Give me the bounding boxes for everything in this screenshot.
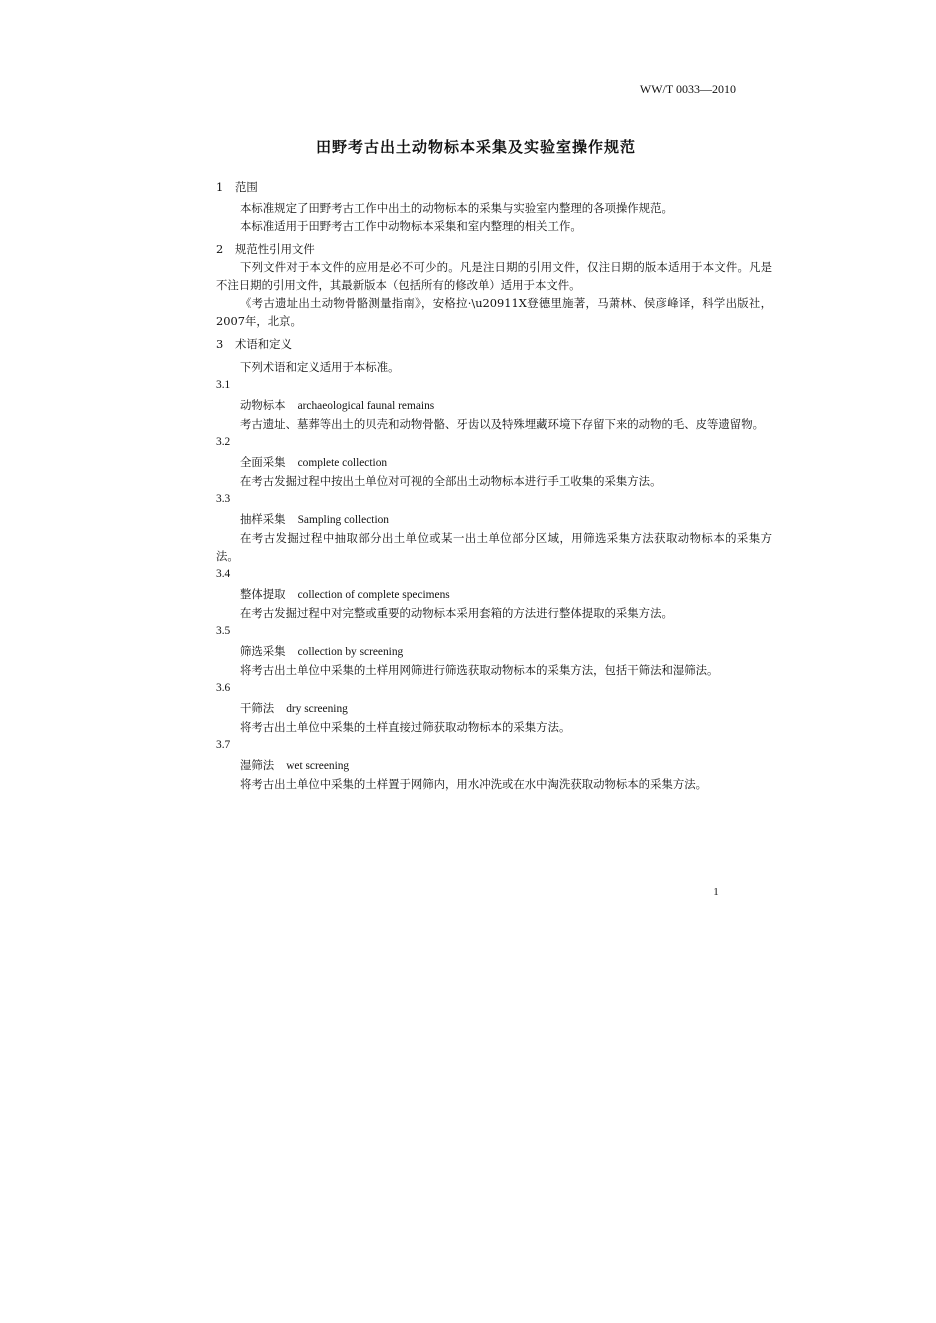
- term-zh: 抽样采集: [240, 512, 286, 526]
- term-heading: [216, 585, 772, 604]
- paragraph: 本标准规定了田野考古工作中出土的动物标本的采集与实验室内整理的各项操作规范。: [240, 201, 673, 215]
- term-heading: [216, 453, 772, 472]
- term-zh: 干筛法: [240, 701, 275, 715]
- term-definition: 将考古出土单位中采集的土样置于网筛内，用水冲洗或在水中淘洗获取动物标本的采集方法。: [240, 777, 708, 791]
- section-3-heading: [216, 335, 772, 353]
- term-en: collection by screening: [297, 646, 404, 658]
- section-title: 范围: [235, 180, 258, 194]
- section-number: 2: [216, 242, 224, 256]
- section-1-heading: [216, 178, 772, 196]
- section-title: 术语和定义: [235, 337, 292, 351]
- term-en: collection of complete specimens: [297, 589, 450, 601]
- term-zh: 筛选采集: [240, 644, 286, 658]
- term-number: 3.2: [216, 436, 231, 448]
- section-2-heading: [216, 240, 772, 258]
- term-number: 3.5: [216, 625, 231, 637]
- term-heading: [216, 756, 772, 775]
- paragraph: 下列术语和定义适用于本标准。: [240, 360, 400, 374]
- term-en: archaeological faunal remains: [297, 400, 435, 412]
- term-zh: 整体提取: [240, 587, 286, 601]
- standard-code: WW/T 0033—2010: [639, 82, 736, 96]
- term-number: 3.4: [216, 568, 231, 580]
- term-zh: 动物标本: [240, 398, 286, 412]
- term-definition: 考古遗址、墓葬等出土的贝壳和动物骨骼、牙齿以及特殊埋藏环境下存留下来的动物的毛、皮等遗留物。: [240, 417, 764, 431]
- term-definition: 在考古发掘过程中对完整或重要的动物标本采用套箱的方法进行整体提取的采集方法。: [240, 606, 673, 620]
- section-title: 规范性引用文件: [235, 242, 315, 256]
- term-zh: 全面采集: [240, 455, 286, 469]
- section-number: 3: [216, 337, 224, 351]
- term-heading: [216, 396, 772, 415]
- term-number: 3.6: [216, 682, 231, 694]
- page-number: 1: [713, 886, 719, 898]
- term-number: 3.7: [216, 739, 231, 751]
- term-definition: 在考古发掘过程中按出土单位对可视的全部出土动物标本进行手工收集的采集方法。: [240, 474, 662, 488]
- term-heading: [216, 699, 772, 718]
- term-en: complete collection: [297, 457, 388, 469]
- paragraph: 本标准适用于田野考古工作中动物标本采集和室内整理的相关工作。: [240, 219, 582, 233]
- term-en: dry screening: [286, 703, 348, 715]
- term-number: 3.3: [216, 493, 231, 505]
- section-number: 1: [216, 180, 224, 194]
- reference-citation: 《考古遗址出土动物骨骼测量指南》，安格拉·\u20911X登德里施著，马萧林、侯彦峰译，科学出版社，2007年，北京。: [216, 296, 772, 328]
- paragraph: 下列文件对于本文件的应用是必不可少的。凡是注日期的引用文件，仅注日期的版本适用于本文件。凡是不注日期的引用文件，其最新版本（包括所有的修改单）适用于本文件。: [216, 260, 772, 292]
- document-title: 田野考古出土动物标本采集及实验室操作规范: [315, 138, 636, 156]
- term-heading: [216, 510, 772, 529]
- term-definition: 将考古出土单位中采集的土样用网筛进行筛选获取动物标本的采集方法，包括干筛法和湿筛法。: [240, 663, 719, 677]
- term-number: 3.1: [216, 379, 231, 391]
- term-heading: [216, 642, 772, 661]
- term-definition: 将考古出土单位中采集的土样直接过筛获取动物标本的采集方法。: [240, 720, 571, 734]
- term-zh: 湿筛法: [240, 758, 275, 772]
- term-en: Sampling collection: [297, 514, 390, 526]
- term-definition: 在考古发掘过程中抽取部分出土单位或某一出土单位部分区域，用筛选采集方法获取动物标本的采集方法。: [216, 531, 772, 563]
- term-en: wet screening: [286, 760, 350, 772]
- document-body: [216, 178, 772, 793]
